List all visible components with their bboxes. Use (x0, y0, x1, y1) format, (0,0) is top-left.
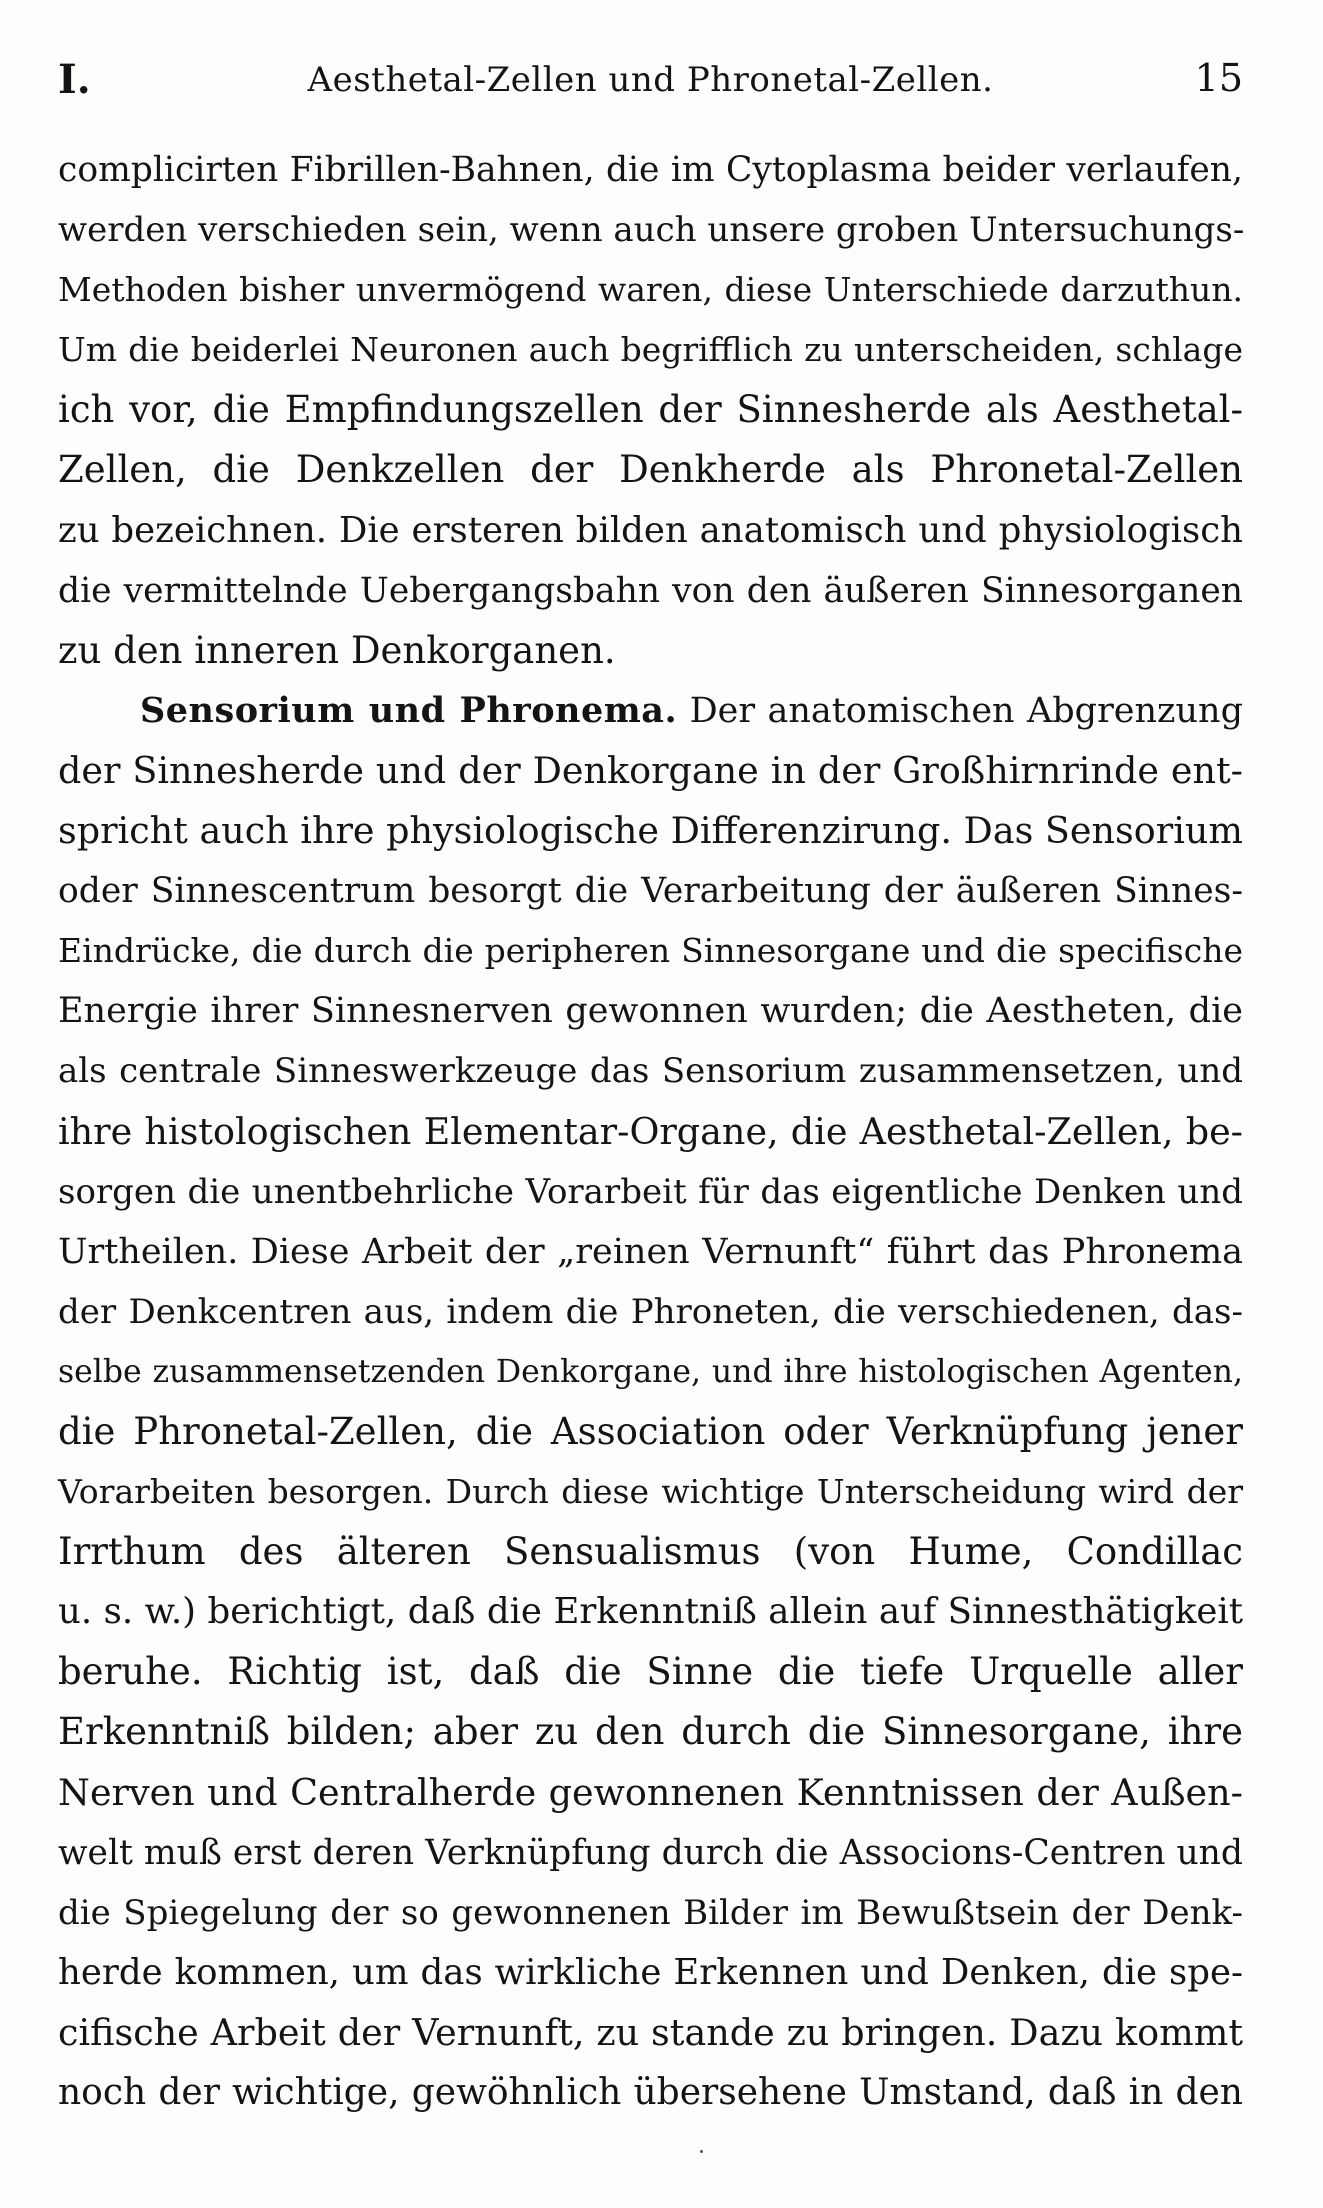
text-line: der Sinnesherde und der Denkorgane in der Großhirnrinde ent- (58, 748, 1243, 792)
text-line: selbe zusammensetzenden Denkorgane, und ihre histologischen Agenten, (58, 1353, 1243, 1390)
text-line: Zellen, die Denkzellen der Denkherde als Phronetal-Zellen (58, 448, 1243, 492)
text-line: sorgen die unentbehrliche Vorarbeit für das eigentliche Denken und (58, 1171, 1243, 1212)
text-line: die Phronetal-Zellen, die Association oder Verknüpfung jener (58, 1409, 1243, 1453)
text-line: beruhe. Richtig ist, daß die Sinne die tiefe Urquelle aller (58, 1650, 1243, 1694)
text-line: herde kommen, um das wirkliche Erkennen und Denken, die spe- (58, 1951, 1243, 1993)
running-title: Aesthetal-Zellen und Phronetal-Zellen. (307, 60, 994, 100)
text-line: zu bezeichnen. Die ersteren bilden anatomisch und physiologisch (58, 509, 1243, 551)
paragraph-heading: Sensorium und Phronema. (140, 689, 678, 731)
text-line: Urtheilen. Diese Arbeit der „reinen Vernunft“ führt das Phronema (58, 1231, 1243, 1272)
paper-speck (700, 2150, 703, 2153)
text-line: u. s. w.) berichtigt, daß die Erkenntniß allein auf Sinnesthätigkeit (58, 1591, 1243, 1633)
text-line: die vermittelnde Uebergangsbahn von den äußeren Sinnesorganen (58, 570, 1243, 611)
text-line: spricht auch ihre physiologische Differenzirung. Das Sensorium (58, 809, 1243, 853)
text-line: oder Sinnescentrum besorgt die Verarbeitung der äußeren Sinnes- (58, 871, 1243, 912)
text-line: Energie ihrer Sinnesnerven gewonnen wurden; die Aestheten, die (58, 991, 1243, 1032)
text-line: der Denkcentren aus, indem die Phroneten, die verschiedenen, das- (58, 1291, 1243, 1332)
text-line: die Spiegelung der so gewonnenen Bilder im Bewußtsein der Denk- (58, 1892, 1243, 1933)
text-line: noch der wichtige, gewöhnlich übersehene Umstand, daß in den (58, 2072, 1243, 2113)
text-line: Nerven und Centralherde gewonnenen Kenntnissen der Außen- (58, 1770, 1243, 1814)
text-line: ihre histologischen Elementar-Organe, die Aesthetal-Zellen, be- (58, 1109, 1243, 1153)
text-line: complicirten Fibrillen-Bahnen, die im Cytoplasma beider verlaufen, (58, 150, 1243, 190)
paragraph-start-line: Sensorium und Phronema. Der anatomischen Abgrenzung (140, 689, 1243, 731)
text-line: Methoden bisher unvermögend waren, diese Unterschiede darzuthun. (58, 270, 1243, 310)
text-line: Um die beiderlei Neuronen auch begrifflich zu unterscheiden, schlage (58, 330, 1243, 370)
page-header (58, 50, 1243, 110)
page-number: 15 (1194, 56, 1243, 100)
text-line: ich vor, die Empfindungszellen der Sinnesherde als Aesthetal- (58, 388, 1243, 432)
text-line: Eindrücke, die durch die peripheren Sinnesorgane und die specifische (58, 931, 1243, 971)
text-line: zu den inneren Denkorganen. (58, 628, 616, 672)
text-line: cifische Arbeit der Vernunft, zu stande zu bringen. Dazu kommt (58, 2010, 1243, 2054)
text-line: Irrthum des älteren Sensualismus (von Hume, Condillac (58, 1530, 1243, 1574)
chapter-number: I. (58, 56, 91, 103)
text-line: als centrale Sinneswerkzeuge das Sensorium zusammensetzen, und (58, 1051, 1243, 1092)
text-line: Vorarbeiten besorgen. Durch diese wichtige Unterscheidung wird der (58, 1472, 1243, 1512)
text-line: welt muß erst deren Verknüpfung durch die Associons-Centren und (58, 1832, 1243, 1873)
text-line: werden verschieden sein, wenn auch unsere groben Untersuchungs- (58, 210, 1245, 251)
text-line: Erkenntniß bilden; aber zu den durch die Sinnesorgane, ihre (58, 1710, 1243, 1754)
body-text (58, 140, 1243, 2123)
